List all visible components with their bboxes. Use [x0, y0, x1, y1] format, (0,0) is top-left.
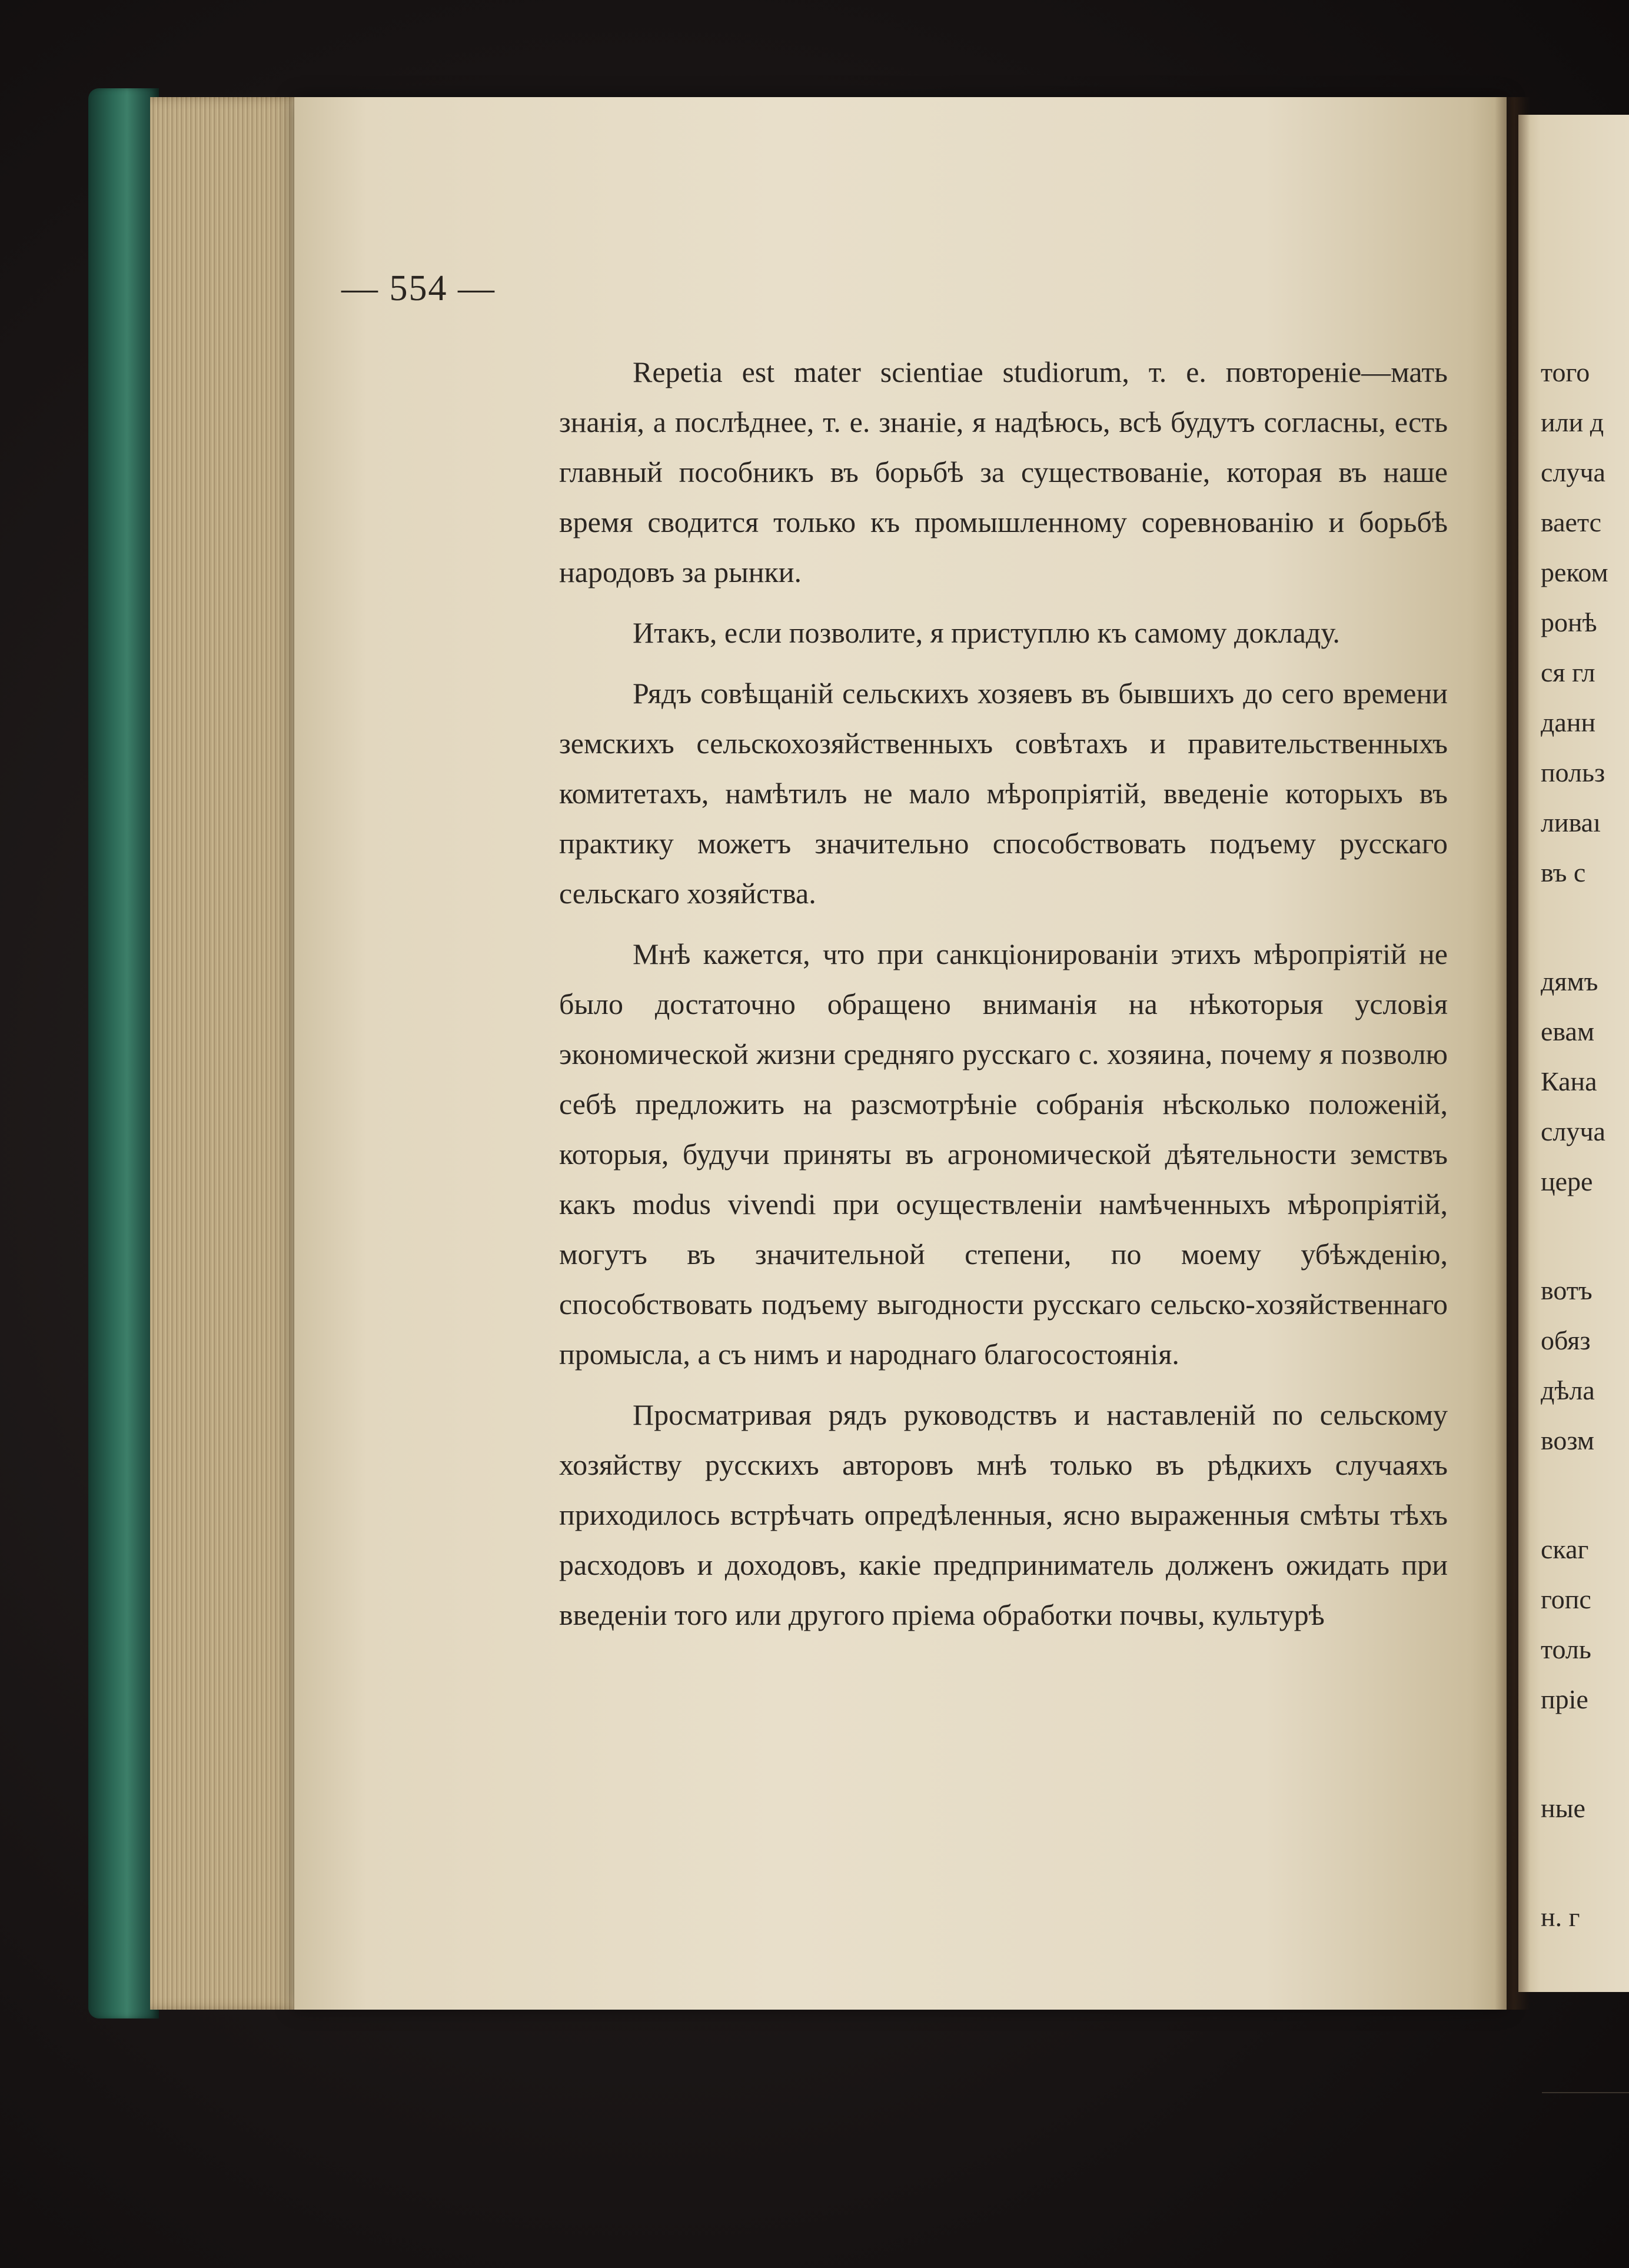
facing-line: евам	[1541, 1016, 1595, 1046]
facing-line: случа	[1541, 1116, 1605, 1146]
facing-line: толь	[1541, 1634, 1591, 1664]
facing-line: Кана	[1541, 1066, 1597, 1096]
facing-line: реком	[1541, 557, 1608, 587]
book-cover-edge	[88, 88, 159, 2018]
page-number: — 554 —	[341, 268, 496, 308]
facing-line: ся гл	[1541, 657, 1595, 687]
paragraph: Рядъ совѣщаній сельскихъ хозяевъ въ бывшихъ до сего времени земскихъ сельскохозяйственныхъ совѣтахъ и правительственныхъ комитетахъ, намѣтилъ не мало мѣропріятій, введеніе которыхъ въ практику можетъ значительно способствовать подъему русскаго сельскаго хозяйства.	[559, 677, 1448, 910]
facing-line: ливаı	[1541, 807, 1601, 837]
facing-line: цере	[1541, 1166, 1593, 1196]
paragraph: Repetia est mater scientiae studiorum, т. е. повтореніе—мать знанія, а послѣднее, т. е. знаніе, я надѣюсь, всѣ будутъ согласны, есть главный пособникъ въ борьбѣ за существованіе, которая въ наше время сводится только къ промышленному соревнованію и борьбѣ народовъ за рынки.	[559, 355, 1448, 588]
facing-page-text	[1541, 347, 1629, 1942]
facing-line: пріе	[1541, 1684, 1588, 1714]
paragraph: Итакъ, если позволите, я приступлю къ самому докладу.	[633, 616, 1340, 649]
paragraph: Мнѣ кажется, что при санкціонированіи этихъ мѣропріятій не было достаточно обращено вниманія на нѣкоторыя условія экономической жизни средняго русскаго с. хозяина, почему я позволю себѣ предложить на разсмотрѣніе собранія нѣсколько положеній, которыя, будучи приняты въ агрономической дѣятельности земствъ какъ modus vivendi при осуществленіи намѣченныхъ мѣропріятій, могутъ въ значительной степени, по моему убѣжденію, способствовать подъему выгодности русскаго сельско-хозяйственнаго промысла, а съ нимъ и народнаго благосостоянія.	[559, 937, 1448, 1371]
facing-line: дѣла	[1541, 1375, 1595, 1405]
book-gutter	[1495, 97, 1530, 2010]
facing-line: случа	[1541, 457, 1605, 487]
facing-line: обяз	[1541, 1325, 1591, 1355]
facing-line: дямъ	[1541, 966, 1598, 996]
facing-line: гопс	[1541, 1584, 1591, 1614]
facing-line: вотъ	[1541, 1275, 1593, 1305]
facing-line: польз	[1541, 757, 1605, 787]
facing-line-gap	[1541, 1833, 1629, 1892]
facing-line: ные	[1541, 1793, 1585, 1823]
facing-line: ваетс	[1541, 507, 1602, 537]
page-body-text	[559, 347, 1448, 1651]
facing-line: или д	[1541, 407, 1604, 437]
page-block-edges	[150, 97, 309, 2010]
facing-line: того	[1541, 357, 1590, 387]
facing-line: ронѣ	[1541, 607, 1597, 637]
facing-line-gap	[1541, 897, 1629, 956]
facing-line-gap	[1541, 1465, 1629, 1524]
facing-line: скаг	[1541, 1534, 1589, 1564]
facing-line-gap	[1541, 1206, 1629, 1265]
facing-line: возм	[1541, 1425, 1595, 1455]
facing-line-gap	[1541, 1724, 1629, 1783]
footnote-rule	[1542, 2092, 1629, 2093]
facing-line: данн	[1541, 707, 1596, 737]
facing-line: въ с	[1541, 857, 1586, 887]
paragraph: Просматривая рядъ руководствъ и наставленій по сельскому хозяйству русскихъ авторовъ мнѣ только въ рѣдкихъ случаяхъ приходилось встрѣчать опредѣленныя, ясно выраженныя смѣты тѣхъ расходовъ и доходовъ, какіе предприниматель долженъ ожидать при введеніи того или другого пріема обработки почвы, культурѣ	[559, 1398, 1448, 1631]
facing-line: н. г	[1541, 1902, 1580, 1932]
